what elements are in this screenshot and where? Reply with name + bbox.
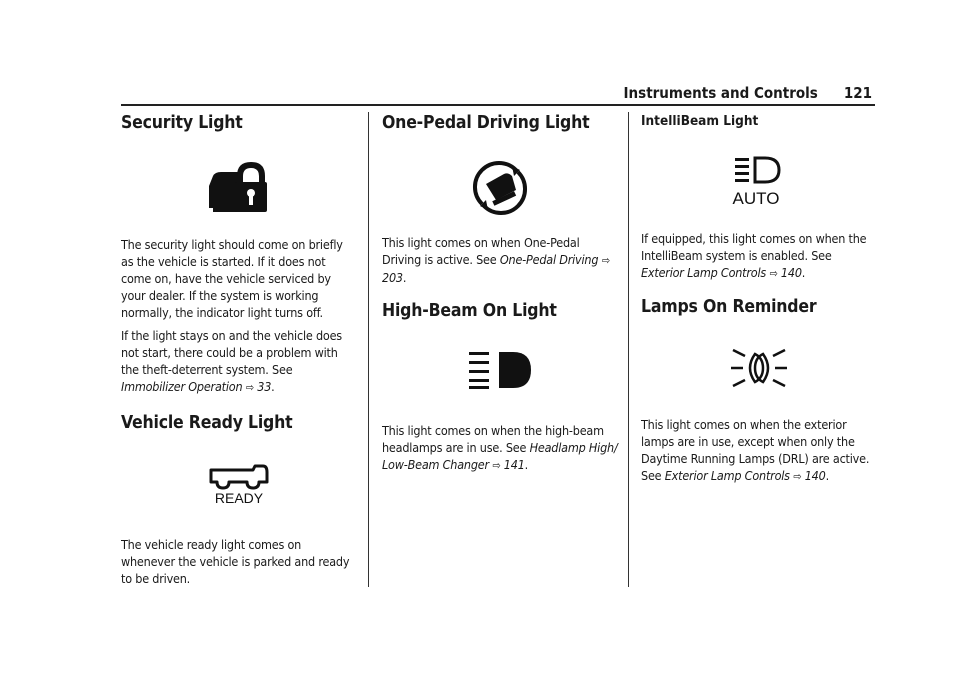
column-divider-2 [628,112,629,587]
svg-text:AUTO: AUTO [732,189,780,208]
intellibeam-text: If equipped, this light comes on when the IntelliBeam system is enabled. See Exterior Lamp Controls ⇨ 140. [641,231,867,280]
header-rule [121,104,875,106]
intellibeam-auto-icon [641,156,877,208]
page-number: 121 [843,84,872,102]
page-ref-arrow-icon: ⇨ [601,254,610,267]
page-ref-arrow-icon: ⇨ [492,459,501,472]
page-ref-arrow-icon: ⇨ [245,381,254,394]
page-ref-33[interactable]: 33 [257,379,272,394]
one-pedal-heading: One-Pedal Driving Light [382,113,590,133]
page-ref-140[interactable]: 140 [804,468,826,483]
security-light-heading: Security Light [121,113,243,133]
security-light-icon [121,160,357,216]
high-beam-heading: High-Beam On Light [382,301,557,321]
security-light-text-1: The security light should come on briefly as the vehicle is started. If it does not come on, have the vehicle serviced by your dealer. If the system is working normally, the indicator light turns off. [121,237,343,320]
high-beam-icon [382,350,618,390]
page-ref-arrow-icon: ⇨ [769,267,778,280]
one-pedal-text: This light comes on when One-Pedal Driving is active. See One-Pedal Driving ⇨ 203. [382,235,610,285]
exterior-lamp-link[interactable]: Exterior Lamp Controls [664,468,790,483]
vehicle-ready-icon [121,462,357,506]
lamps-on-reminder-icon [641,346,877,390]
section-title: Instruments and Controls [623,84,818,102]
headlamp-changer-link[interactable]: Headlamp High/ Low-Beam Changer [382,440,618,472]
page-ref-203[interactable]: 203 [382,270,403,285]
immobilizer-link[interactable]: Immobilizer Operation [121,379,243,394]
column-1 [121,112,357,587]
column-divider-1 [368,112,369,587]
column-2 [382,112,618,474]
page-ref-140[interactable]: 140 [780,265,802,280]
security-light-text-2: If the light stays on and the vehicle does not start, there could be a problem with the theft-deterrent system. See Immobilizer Operation ⇨ 33. [121,328,342,394]
vehicle-ready-heading: Vehicle Ready Light [121,413,293,433]
column-3 [641,112,877,485]
exterior-lamp-link[interactable]: Exterior Lamp Controls [641,265,767,280]
one-pedal-driving-icon [382,160,618,216]
lamps-on-text: This light comes on when the exterior lamps are in use, except when only the Daytime Running Lamps (DRL) are active. See Exterior Lamp Controls ⇨ 140. [641,417,870,483]
intellibeam-heading: IntelliBeam Light [641,113,759,129]
page-header [624,84,872,102]
vehicle-ready-text: The vehicle ready light comes on whenever the vehicle is parked and ready to be driven. [121,537,350,586]
page-ref-arrow-icon: ⇨ [793,470,802,483]
one-pedal-link[interactable]: One-Pedal Driving [499,252,599,267]
page-ref-141[interactable]: 141 [503,457,525,472]
lamps-on-heading: Lamps On Reminder [641,297,817,317]
high-beam-text: This light comes on when the high-beam headlamps are in use. See Headlamp High/ Low-Beam Changer ⇨ 141. [382,423,618,472]
svg-text:READY: READY [214,490,264,506]
